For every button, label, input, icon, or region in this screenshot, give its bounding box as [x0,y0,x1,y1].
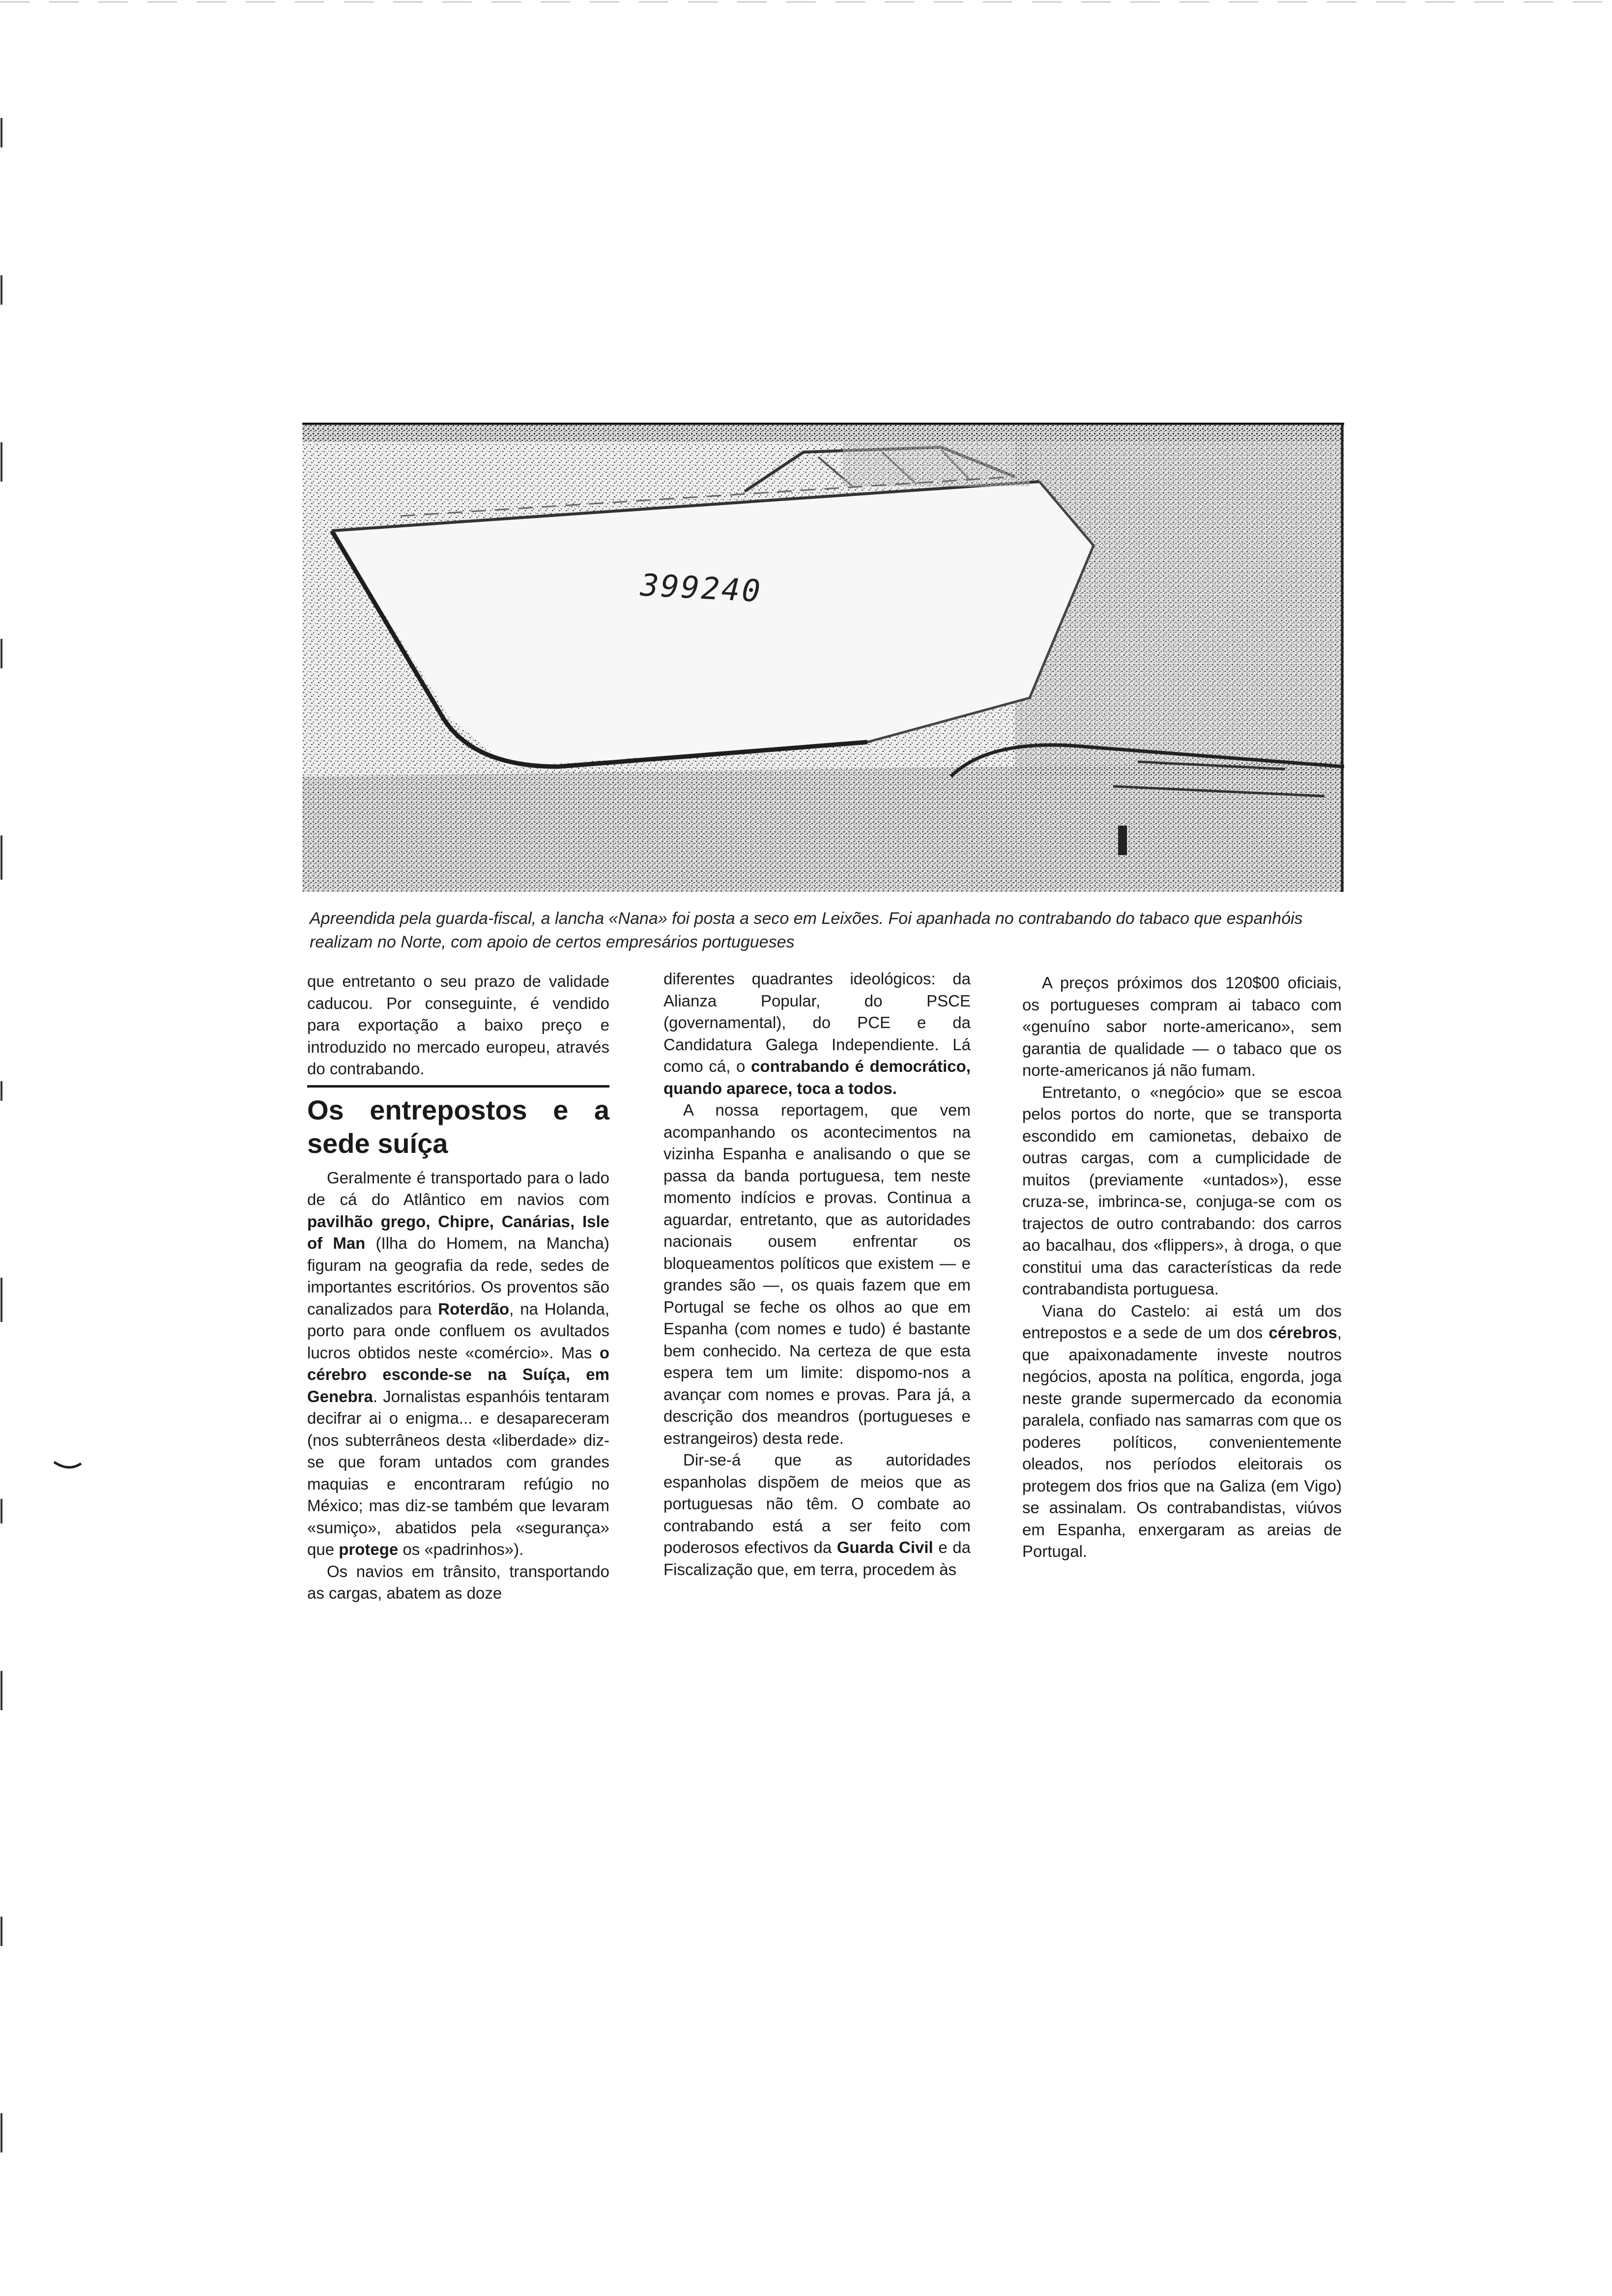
col3-paragraph-1: A preços próximos dos 120$00 oficiais, os portugueses compram ai tabaco com «genuíno sabor norte-americano», sem garantia de qualidade — o tabaco que os norte-americanos já não fumam. [1022,974,1342,1079]
col2-paragraph-1: diferentes quadrantes ideológicos: da Alianza Popular, do PSCE (governamental), do PCE e da Candidatura Galega Independiente. Lá como cá, o contrabando é democrático, quando aparece, toca a todos. [663,970,971,1097]
col2-paragraph-2: A nossa reportagem, que vem acompanhando os acontecimentos na vizinha Espanha e analisando o que se passa da banda portuguesa, tem neste momento indícios e provas. Continua a aguardar, entretanto, que as autoridades nacionais ousem enfrentar os bloqueamentos políticos que existem — e grandes são —, os quais fazem que em Portugal se feche os olhos ao que em Espanha (com nomes e tudo) é bastante bem conhecido. Na certeza de que esta espera tem um limite: dispomo-nos a avançar com nomes e provas. Para já, a descrição dos meandros (portugueses e estrangeiros) desta rede. [663,1101,971,1447]
section-rule [307,1085,609,1088]
article-column-1 [307,971,609,1605]
col1-paragraph-1: que entretanto o seu prazo de validade caducou. Por conseguinte, é vendido para exportação a baixo preço e introduzido no mercado europeu, através do contrabando. [307,972,609,1078]
col3-paragraph-2: Entretanto, o «negócio» que se escoa pelos portos do norte, que se transporta escondido em camionetas, debaixo de outras cargas, com a cumplicidade de muitos (previamente «untados»), esse cruza-se, imbrinca-se, conjuga-se com os trajectos de outro contrabando: dos carros ao bacalhau, dos «flippers», à droga, o que constitui uma das características da rede contrabandista portuguesa. [1022,1083,1342,1298]
hull-registration-number: 399240 [639,567,763,609]
subheading-entrepostos: Os entrepostos e a sede suíça [307,1094,609,1159]
col2-paragraph-3: Dir-se-á que as autoridades espanholas dispõem de meios que as portuguesas não têm. O combate ao contrabando está a ser feito com poderosos efectivos da Guarda Civil e da Fiscalização que, em terra, procedem às [663,1451,971,1578]
col3-paragraph-3: Viana do Castelo: ai está um dos entrepostos e a sede de um dos cérebros, que apaixonadamente investe noutros negócios, aposta na política, engorda, joga neste grande supermercado da economia paralela, confiado nas samarras com que os poderes políticos, convenientemente oleados, nos períodos eleitorais os protegem dos frios que na Galiza (em Vigo) se assinalam. Os contrabandistas, viúvos em Espanha, enxergaram as areias de Portugal. [1022,1301,1342,1560]
boat-photo [302,423,1344,892]
article-column-3 [1022,972,1342,1563]
newspaper-clipping [302,423,1344,1818]
col1-paragraph-2: Geralmente é transportado para o lado de cá do Atlântico em navios com pavilhão grego, Chipre, Canárias, Isle of Man (Ilha do Homem, na Mancha) figuram na geografia da rede, sedes de importantes escritórios. Os proventos são canalizados para Roterdão, na Holanda, porto para onde confluem os avultados lucros obtidos neste «comércio». Mas o cérebro esconde-se na Suíça, em Genebra. Jornalistas espanhóis tentaram decifrar ai o enigma... e desapareceram (nos subterrâneos desta «liberdade» diz-se que foram untados com grandes maquias e encontraram refúgio no México; mas diz-se também que levaram «sumiço», abatidos pela «segurança» que protege os «padrinhos»). [307,1168,610,1558]
col1-paragraph-3: Os navios em trânsito, transportando as cargas, abatem as doze [307,1562,609,1602]
article-column-2 [663,968,971,1580]
photo-caption: Apreendida pela guarda-fiscal, a lancha «Nana» foi posta a seco em Leixões. Foi apanhada no contrabando do tabaco que espanhóis realizam no Norte, com apoio de certos empresários portugueses [310,909,1303,951]
